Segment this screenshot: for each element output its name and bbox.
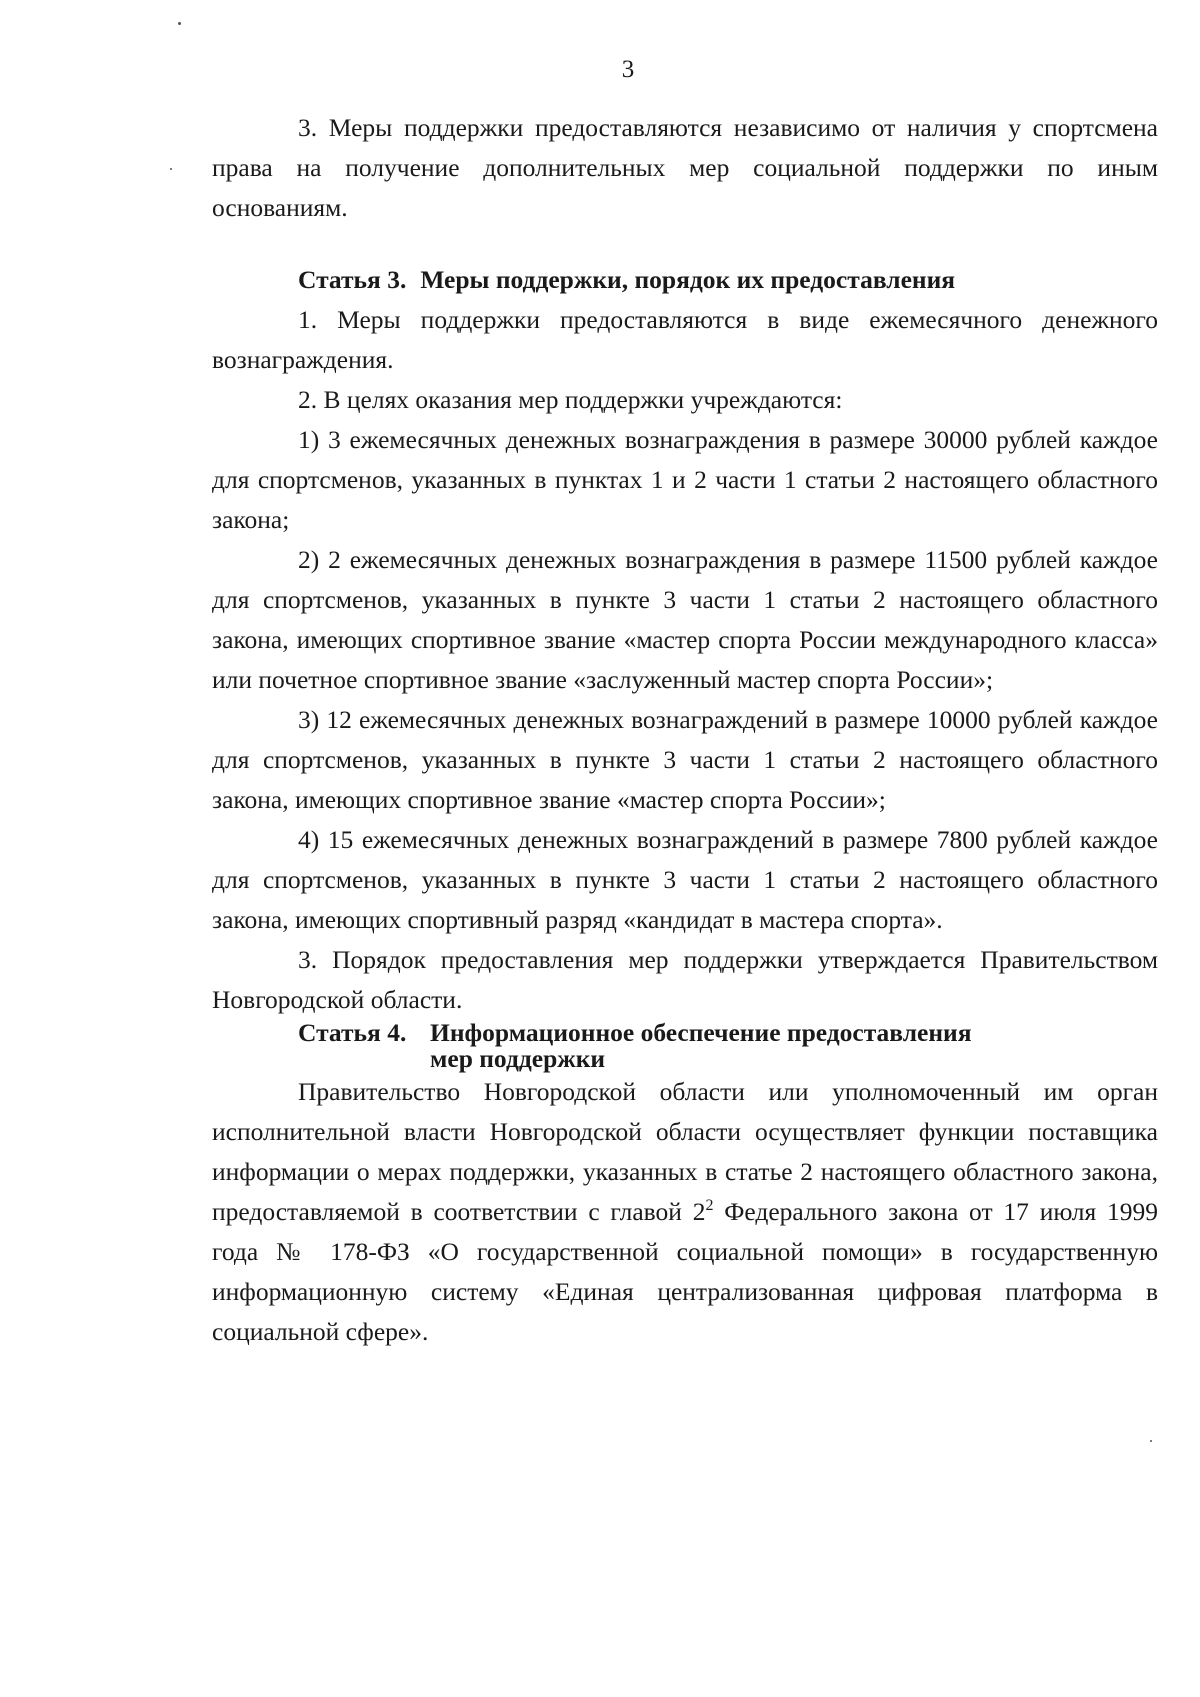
- article-3-item-4: 4) 15 ежемесячных денежных вознаграждений в размере 7800 рублей каждое для спортсменов, указанных в пункте 3 части 1 статьи 2 настоящего областного закона, имеющих спортивный разряд «кандидат в мастера спорта».: [212, 825, 1158, 934]
- article-4-number: Статья 4.: [298, 1018, 407, 1047]
- scan-speck: [170, 168, 172, 170]
- article-4-body: [212, 1072, 1158, 1352]
- article-3-paragraph-2: 2. В целях оказания мер поддержки учреждаются:: [298, 385, 843, 414]
- document-body: [212, 108, 1158, 1352]
- page-number: 3: [621, 56, 635, 83]
- article-4-heading: [212, 1020, 1158, 1072]
- article-3-item-3: 3) 12 ежемесячных денежных вознаграждений в размере 10000 рублей каждое для спортсменов, указанных в пункте 3 части 1 статьи 2 настоящего областного закона, имеющих спортивное звание «мастер спорта России»;: [212, 705, 1158, 814]
- article-4-title: [430, 1020, 1158, 1072]
- intro-paragraph: 3. Меры поддержки предоставляются независимо от наличия у спортсмена права на получение дополнительных мер социальной поддержки по иным основаниям.: [212, 113, 1158, 222]
- article-3-heading: [212, 260, 1158, 300]
- article-3-item-2: 2) 2 ежемесячных денежных вознаграждения в размере 11500 рублей каждое для спортсменов, указанных в пункте 3 части 1 статьи 2 настоящего областного закона, имеющих спортивное звание «мастер спорта России международного класса» или почетное спортивное звание «заслуженный мастер спорта России»;: [212, 545, 1158, 694]
- article-4-title-line-1: Информационное обеспечение предоставления: [430, 1018, 972, 1047]
- chapter-superscript: 2: [705, 1197, 714, 1214]
- article-4-body-part-2: Федерального закона от 17 июля 1999 года № 178-ФЗ «О государственной социальной помощи» в государственную информационную систему «Единая централизованная цифровая платформа в социальной сфере».: [212, 1197, 1158, 1346]
- article-4-body-part-1: Правительство Новгородской области или уполномоченный им орган исполнительной власти Новгородской области осуществляет функции поставщика информации о мерах поддержки, указанных в статье 2 настоящего областного закона, предоставляемой в соответствии с главой 2: [212, 1077, 1158, 1226]
- scan-speck: [178, 22, 181, 25]
- article-3-title: Меры поддержки, порядок их предоставления: [420, 265, 956, 294]
- article-4-title-line-2: мер поддержки: [430, 1044, 606, 1073]
- scan-speck: [1150, 1440, 1152, 1442]
- article-3-paragraph-1: 1. Меры поддержки предоставляются в виде ежемесячного денежного вознаграждения.: [212, 305, 1158, 374]
- article-3-item-1: 1) 3 ежемесячных денежных вознаграждения в размере 30000 рублей каждое для спортсменов, указанных в пунктах 1 и 2 части 1 статьи 2 настоящего областного закона;: [212, 425, 1158, 534]
- article-3-paragraph-3: 3. Порядок предоставления мер поддержки утверждается Правительством Новгородской области.: [212, 945, 1158, 1014]
- article-3-number: Статья 3.: [298, 265, 407, 294]
